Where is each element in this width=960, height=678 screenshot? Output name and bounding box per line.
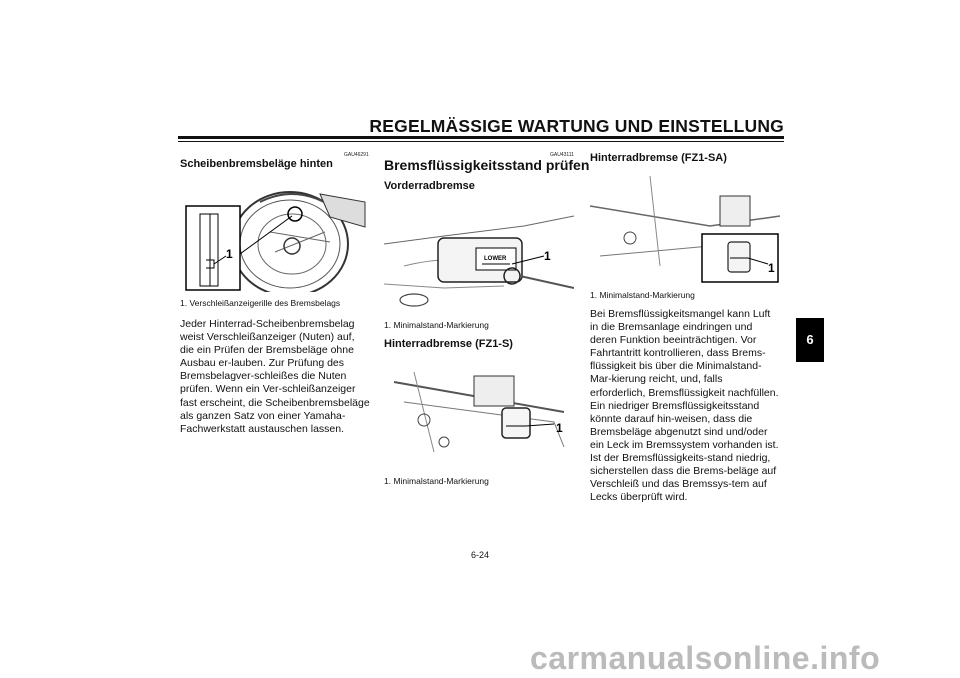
- section-heading: Scheibenbremsbeläge hinten: [180, 158, 333, 170]
- header-rule-thick: [178, 136, 784, 139]
- figure-caption: 1. Minimalstand-Markierung: [590, 290, 695, 300]
- front-brake-reservoir-figure: [384, 196, 574, 314]
- rear-brake-pad-figure: [180, 172, 370, 292]
- figure-caption: 1. Minimalstand-Markierung: [384, 476, 489, 486]
- rear-brake-fz1sa-figure: [590, 166, 780, 284]
- body-paragraph: Bei Bremsflüssigkeitsmangel kann Luft in die Bremsanlage eindringen und deren Funktion beeinträchtigen. Vor Fahrtantritt kontrollieren, dass Brems-flüssigkeit bis über die Minimalstand-Mar-kierung reicht, und, falls erforderlich, Bremsflüssigkeit nachfüllen. Ein niedriger Bremsflüssigkeitsstand könnte darauf hin-weisen, dass die Bremsbeläge abgenutzt sind und/oder ein Leck im Bremssystem vorhanden ist. Ist der Bremsflüssigkeits-stand niedrig, sicherstellen dass die Brems-beläge auf Verschleiß und das Bremssys-tem auf Lecks überprüft wird.: [590, 308, 779, 504]
- figure-caption: 1. Verschleißanzeigerille des Bremsbelags: [180, 298, 341, 308]
- subheading-rear-fz1sa: Hinterradbremse (FZ1-SA): [590, 152, 727, 164]
- chapter-tab: 6: [796, 318, 824, 362]
- rear-brake-fz1s-figure: [384, 352, 574, 468]
- body-paragraph: Jeder Hinterrad-Scheibenbremsbelag weist Verschleißanzeiger (Nuten) auf, die ein Prüfen der Bremsbeläge ohne Ausbau er-lauben. Zur Prüfung des Bremsbelagver-schleißes die Nuten prüfen. Wenn ein Ver-schleißanzeiger fast erscheint, die Scheibenbremsbeläge als ganzen Satz von einer Yamaha-Fachwerkstatt austauschen lassen.: [180, 318, 370, 435]
- page-title: REGELMÄSSIGE WARTUNG UND EINSTELLUNG: [369, 116, 784, 136]
- figure-callout: 1: [544, 249, 551, 263]
- figure-callout: 1: [226, 247, 233, 261]
- doc-code: GAU46291: [344, 152, 369, 158]
- section-heading: Bremsflüssigkeitsstand prüfen: [384, 157, 590, 173]
- subheading-front: Vorderradbremse: [384, 180, 475, 192]
- watermark: carmanualsonline.info: [530, 640, 881, 676]
- header-rule-thin: [178, 141, 784, 142]
- doc-code: GAU43111: [550, 152, 574, 158]
- figure-callout: 1: [556, 421, 563, 435]
- figure-caption: 1. Minimalstand-Markierung: [384, 320, 489, 330]
- page-number: 6-24: [470, 550, 489, 560]
- lower-label: LOWER: [484, 256, 507, 262]
- subheading-rear-fz1s: Hinterradbremse (FZ1-S): [384, 338, 513, 350]
- figure-callout: 1: [768, 261, 775, 275]
